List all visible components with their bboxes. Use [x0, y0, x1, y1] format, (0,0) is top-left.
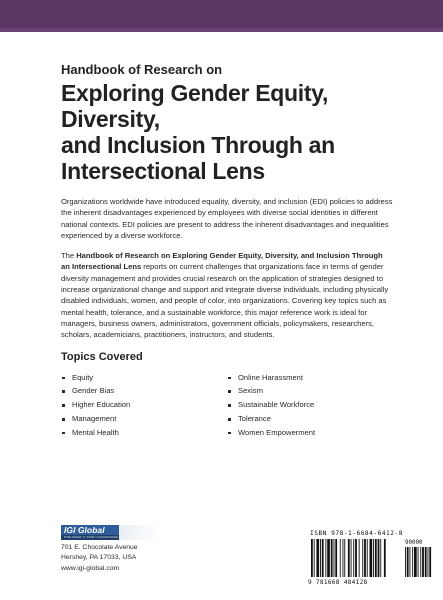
- price-addon: 90000: [405, 540, 423, 546]
- topic-item: Sustainable Workforce: [227, 398, 393, 412]
- topic-item: Mental Health: [61, 426, 227, 440]
- topics-column-right: [227, 371, 393, 440]
- p2-bold-title: Handbook of Research on Exploring Gender Equity, Diversity, and Inclusion Through an Intersectional Lens: [61, 251, 383, 272]
- publisher-address: [61, 543, 138, 574]
- topic-item: Tolerance: [227, 412, 393, 426]
- topics-list: [61, 371, 393, 440]
- topics-column-left: [61, 371, 227, 440]
- pre-title: Handbook of Research on: [61, 62, 223, 77]
- description-paragraph-1: Organizations worldwide have introduced equality, diversity, and inclusion (EDI) policies to address the inherent disadvantages experienced by employees with diverse social identities in different national contexts. EDI policies are present to address the inherent disadvantages and inequalities experienced by a diverse workforce.: [61, 197, 393, 240]
- topic-item: Management: [61, 412, 227, 426]
- address-line: 701 E. Chocolate Avenue: [61, 544, 138, 551]
- p2-prefix: The: [61, 251, 77, 261]
- topic-item: Women Empowerment: [227, 426, 393, 440]
- topic-item: Equity: [61, 371, 227, 385]
- logo-tagline: PUBLISHER of TIMELY KNOWLEDGE: [61, 535, 123, 540]
- topic-item: Online Harassment: [227, 371, 393, 385]
- book-title: [61, 80, 393, 184]
- topic-item: Higher Education: [61, 398, 227, 412]
- p2-rest: reports on current challenges that organizations face in terms of gender diversity management and provides crucial research on the application of strategies designed to increase organizational change and support and integrate diverse individuals, including physically disabled individuals, women, and people of color, into organizations. Covering key topics such as mental health, tolerance, and a sustainable workforce, this major reference work is ideal for managers, business owners, administrators, government officials, policymakers, researchers, scholars, academicians, practitioners, instructors, and students.: [61, 262, 389, 340]
- address-line: Hershey, PA 17033, USA: [61, 554, 137, 562]
- title-line-3: Intersectional Lens: [61, 158, 265, 184]
- publisher-logo: [61, 525, 123, 540]
- topics-heading: Topics Covered: [61, 350, 143, 363]
- description-paragraph-2: [61, 250, 393, 340]
- title-line-1: Exploring Gender Equity, Diversity,: [61, 80, 329, 132]
- ean-digits: 9 781668 484128: [308, 579, 368, 586]
- website-url: www.igi-global.com: [61, 564, 120, 572]
- logo-wordmark: IGI Global: [61, 525, 123, 535]
- back-cover-content: [61, 62, 393, 440]
- isbn-barcode: [307, 530, 442, 600]
- topic-item: Sexism: [227, 384, 393, 398]
- title-line-2: and Inclusion Through an: [61, 132, 335, 158]
- isbn-text: ISBN 978-1-6684-6412-8: [310, 530, 403, 537]
- topic-item: Gender Bias: [61, 384, 227, 398]
- top-color-band: [0, 0, 443, 32]
